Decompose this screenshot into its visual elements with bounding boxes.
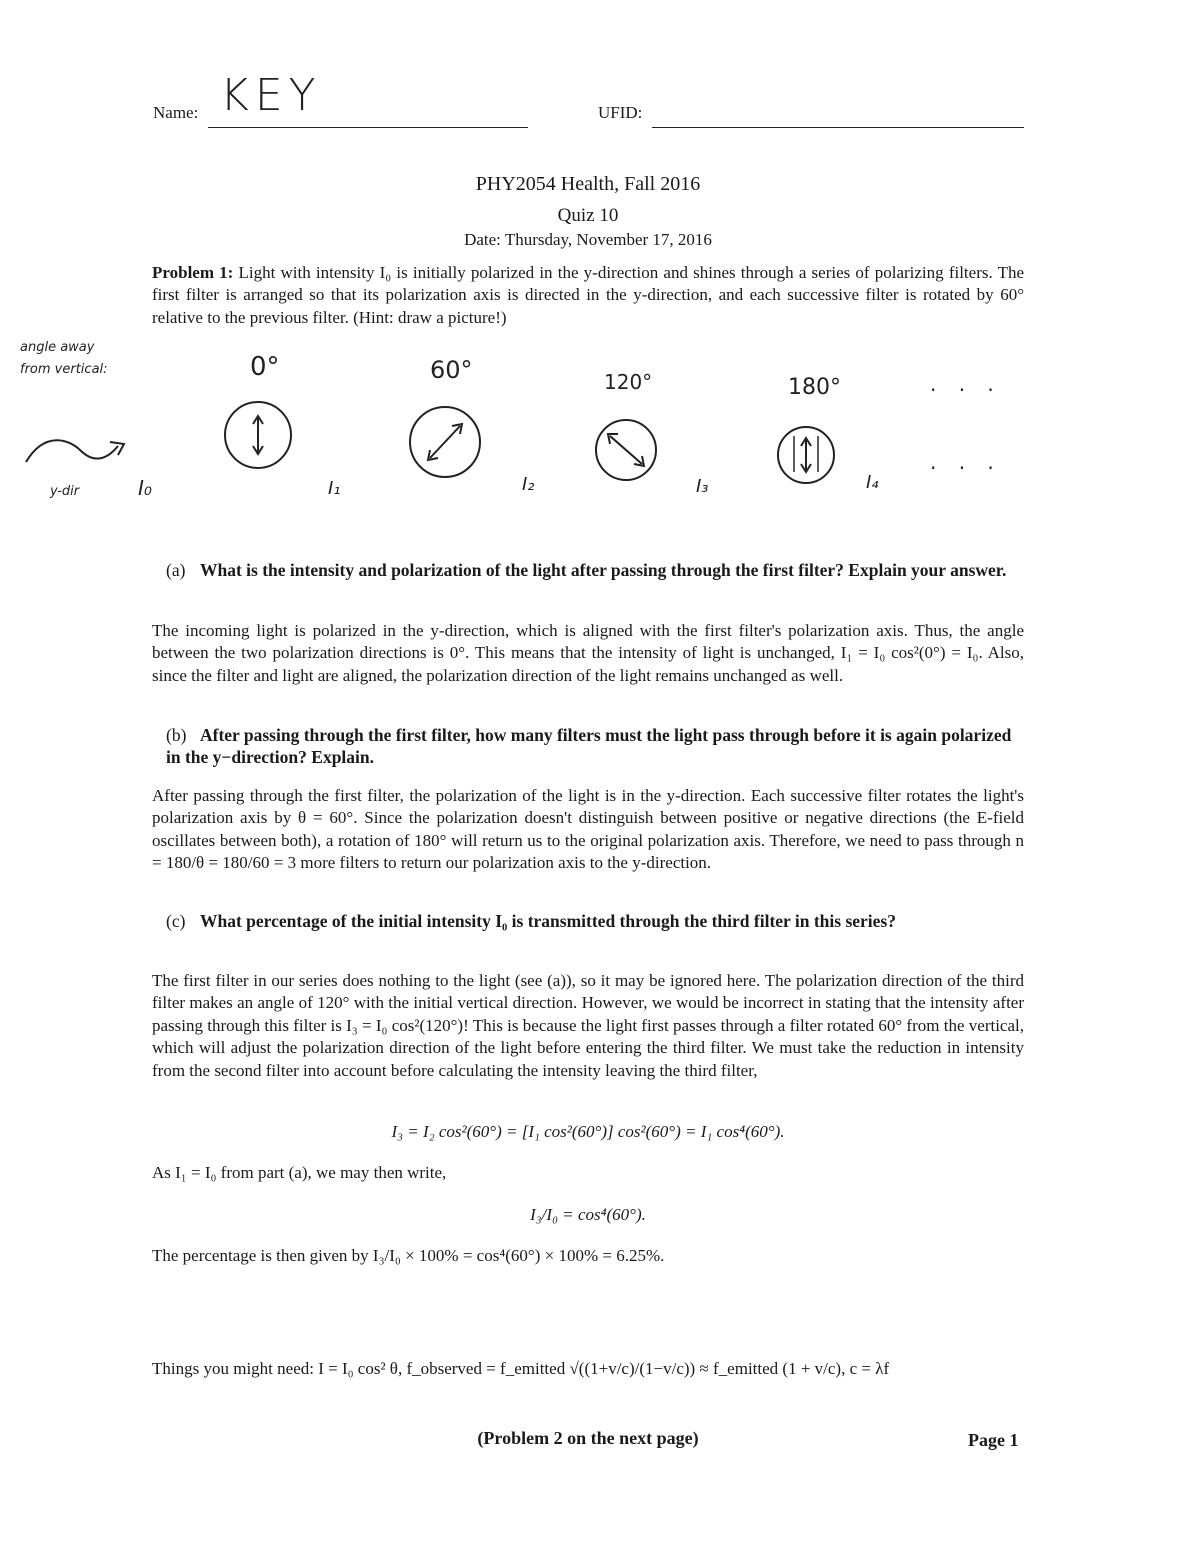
ufid-label: UFID:: [598, 103, 643, 122]
filter-180deg: [778, 427, 834, 483]
page-number: Page 1: [968, 1430, 1019, 1450]
part-b-question-text: After passing through the first filter, how many filters must the light pass through before it is again polarized in the y−direction? Explain.: [166, 725, 1012, 767]
wave-label: y-dir: [50, 484, 80, 499]
part-c-answer: The first filter in our series does nothing to the light (see (a)), so it may be ignored here. The polarization direction of the third filter makes an angle of 120° with the initial vertical direction. However, we would be incorrect in stating that the intensity after passing through this filter is I₃ = I₀ cos²(120°)! This is because the light first passes through a filter rotated 60° from the vertical, which will adjust the polarization direction of the light before entering the third filter. We must take the reduction in intensity from the second filter into account before calculating the intensity leaving the third filter,: [152, 971, 1024, 1080]
light-wave: [26, 440, 118, 462]
part-b-question: [166, 724, 1024, 768]
part-c-label: (c): [166, 911, 186, 931]
angle-label-180: 180°: [788, 375, 841, 400]
part-a-question: [166, 559, 1024, 581]
course-title: PHY2054 Health, Fall 2016: [475, 173, 701, 195]
name-underline: [208, 127, 528, 128]
intensity-label-2: I₂: [522, 474, 535, 495]
name-value-handwritten: KEY: [220, 70, 322, 121]
intensity-label-3: I₃: [696, 476, 709, 497]
part-b-answer: After passing through the first filter, the polarization of the light is in the y-direction. Each successive filter rotates the light's polarization axis by θ = 60°. Since the polarization doesn't distinguish between positive or negative directions (the E-field oscillates between both), a rotation of 180° will return us to the original polarization axis. Therefore, we need to pass through n = 180/θ = 180/60 = 3 more filters to return our polarization axis to the y-direction.: [152, 786, 1024, 873]
quiz-date: Date: Thursday, November 17, 2016: [464, 230, 712, 249]
filter-0deg: [225, 402, 291, 468]
quiz-title: Quiz 10: [557, 205, 619, 226]
dots-top: . . .: [930, 372, 1002, 396]
angle-label-0: 0°: [250, 352, 280, 382]
filter-60deg: [410, 407, 480, 477]
intensity-label-1: I₁: [328, 478, 341, 499]
part-c-equation-1: I₃ = I₂ cos²(60°) = [I₁ cos²(60°)] cos²(60°) = I₁ cos⁴(60°).: [391, 1122, 785, 1141]
problem-1-label: Problem 1:: [152, 263, 234, 282]
footer-next-page: (Problem 2 on the next page): [477, 1428, 699, 1448]
part-a-question-text: What is the intensity and polarization of the light after passing through the first filter? Explain your answer.: [200, 560, 1007, 580]
part-c-question: [166, 910, 1024, 932]
polarizer-sketch: [0, 400, 1200, 510]
intensity-label-0: I₀: [138, 476, 152, 500]
part-c-mid-text: As I₁ = I₀ from part (a), we may then write,: [152, 1163, 447, 1182]
problem-1-text: Light with intensity I₀ is initially polarized in the y-direction and shines through a series of polarizing filters. The first filter is arranged so that its polarization axis is directed in the y-direction, and each successive filter is rotated by 60° relative to the previous filter. (Hint: draw a picture!): [152, 263, 1025, 327]
part-a-answer: The incoming light is polarized in the y-direction, which is aligned with the first filter's polarization axis. Thus, the angle between the two polarization directions is 0°. This means that the intensity of light is unchanged, I₁ = I₀ cos²(0°) = I₀. Also, since the filter and light are aligned, the polarization direction of the light remains unchanged as well.: [152, 621, 1024, 685]
part-b-label: (b): [166, 725, 187, 745]
part-c-question-text: What percentage of the initial intensity I₀ is transmitted through the third filter in this series?: [200, 911, 896, 931]
name-label: Name:: [153, 103, 199, 122]
intensity-label-4: I₄: [866, 472, 879, 493]
dots-bottom: . . .: [930, 450, 1002, 474]
problem-1-statement: [152, 262, 1024, 329]
filter-120deg: [596, 420, 656, 480]
sketch-side-note-2: from vertical:: [20, 362, 108, 377]
formula-sheet: Things you might need: I = I₀ cos² θ, f_observed = f_emitted √((1+v/c)/(1−v/c)) ≈ f_emitted (1 + v/c), c = λf: [152, 1359, 890, 1378]
angle-label-60: 60°: [430, 356, 473, 384]
angle-label-120: 120°: [604, 370, 653, 394]
sketch-side-note-1: angle away: [20, 340, 95, 355]
part-a-label: (a): [166, 560, 186, 580]
part-c-final: The percentage is then given by I₃/I₀ × 100% = cos⁴(60°) × 100% = 6.25%.: [152, 1246, 665, 1265]
ufid-underline: [652, 127, 1024, 128]
part-c-equation-2: I₃/I₀ = cos⁴(60°).: [530, 1205, 646, 1224]
